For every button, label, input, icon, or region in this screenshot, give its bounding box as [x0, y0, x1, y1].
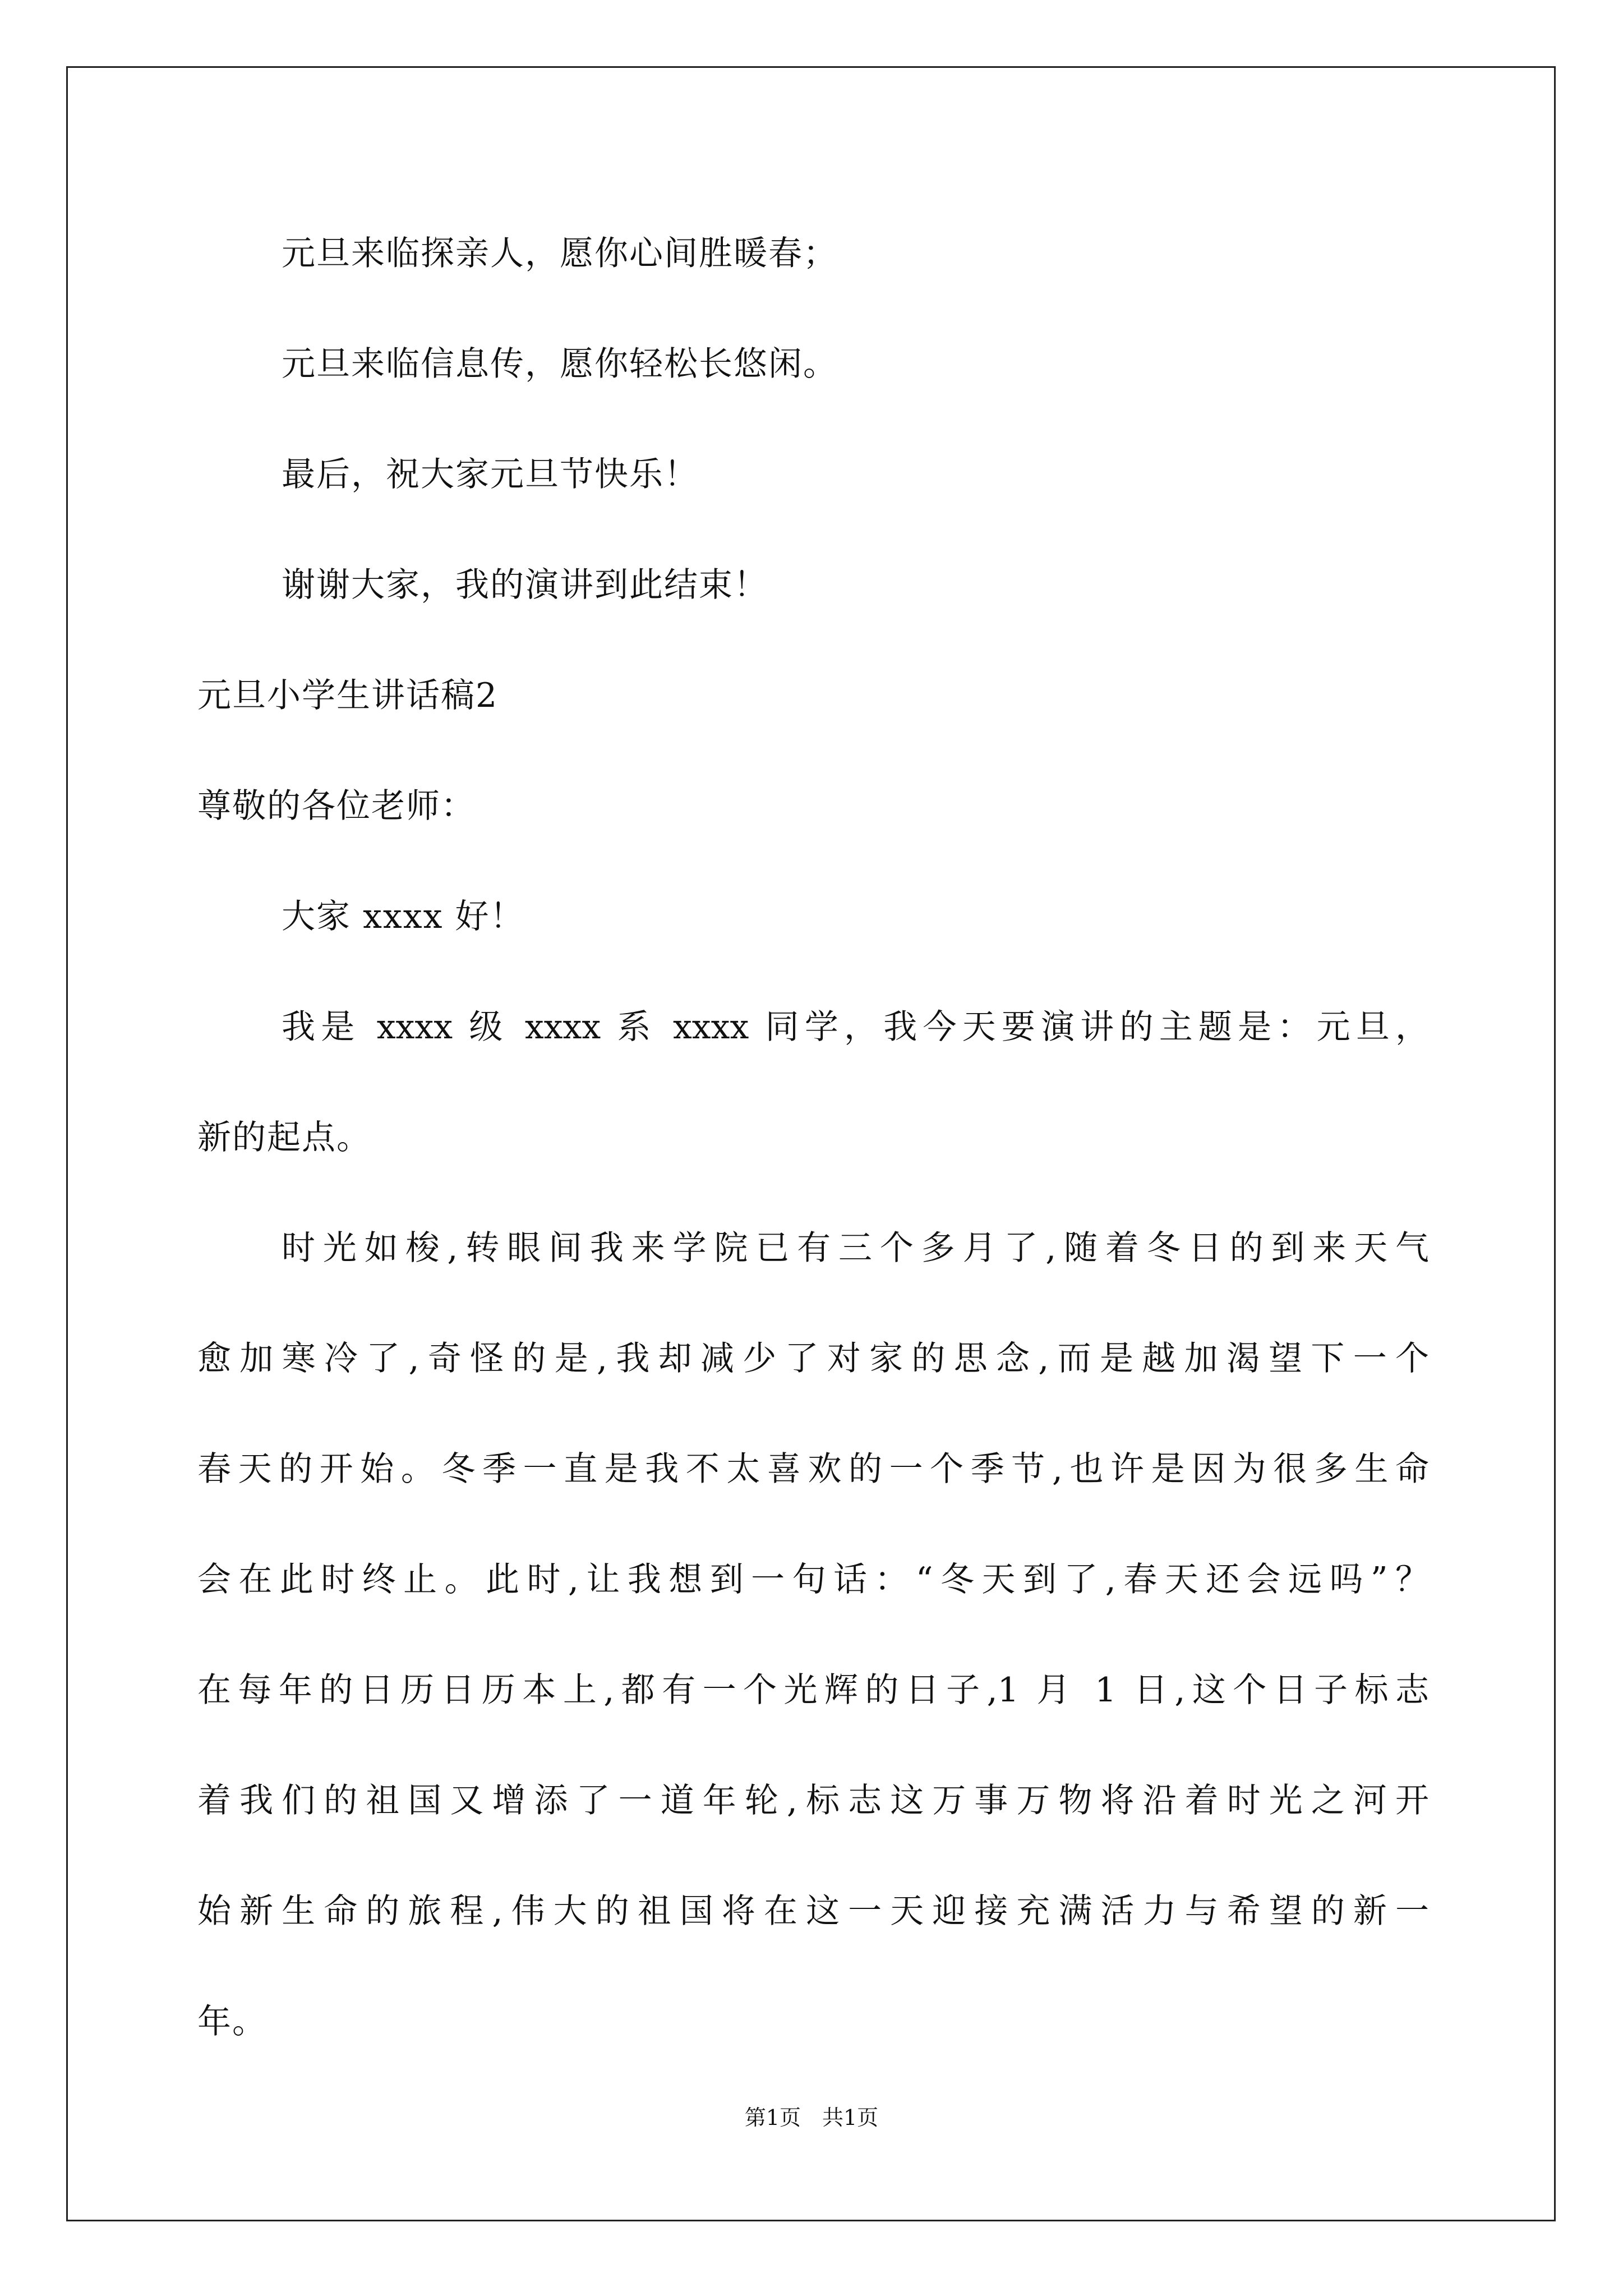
text-line: 时光如梭,转眼间我来学院已有三个多月了,随着冬日的到来天气 — [282, 1228, 1429, 1268]
text-line: 元旦来临信息传，愿你轻松长悠闲。 — [282, 344, 838, 384]
text-line: 新的起点。 — [197, 1118, 371, 1157]
text-line: 着我们的祖国又增添了一道年轮,标志这万事万物将沿着时光之河开 — [197, 1781, 1429, 1820]
text-line: 始新生命的旅程,伟大的祖国将在这一天迎接充满活力与希望的新一 — [197, 1892, 1429, 1931]
text-line: 最后，祝大家元旦节快乐！ — [282, 455, 699, 494]
text-line: 在每年的日历日历本上,都有一个光辉的日子,1 月 1 日,这个日子标志 — [197, 1671, 1429, 1710]
text-line: 春天的开始。冬季一直是我不太喜欢的一个季节,也许是因为很多生命 — [197, 1450, 1429, 1489]
text-line: 我是 xxxx 级 xxxx 系 xxxx 同学，我今天要演讲的主题是：元旦， — [282, 1007, 1429, 1047]
salutation: 尊敬的各位老师： — [197, 786, 476, 826]
text-line: 愈加寒冷了,奇怪的是,我却减少了对家的思念,而是越加渴望下一个 — [197, 1339, 1429, 1378]
text-line: 年。 — [197, 2002, 267, 2041]
text-line: 会在此时终止。此时,让我想到一句话：“冬天到了,春天还会远吗”？ — [197, 1560, 1429, 1599]
greeting: 大家 xxxx 好！ — [282, 897, 525, 936]
text-line: 谢谢大家，我的演讲到此结束！ — [282, 565, 768, 605]
text-line: 元旦来临探亲人，愿你心间胜暖春； — [282, 234, 838, 273]
section-heading: 元旦小学生讲话稿2 — [197, 676, 499, 715]
page-number-footer: 第1页 共1页 — [744, 2105, 879, 2130]
